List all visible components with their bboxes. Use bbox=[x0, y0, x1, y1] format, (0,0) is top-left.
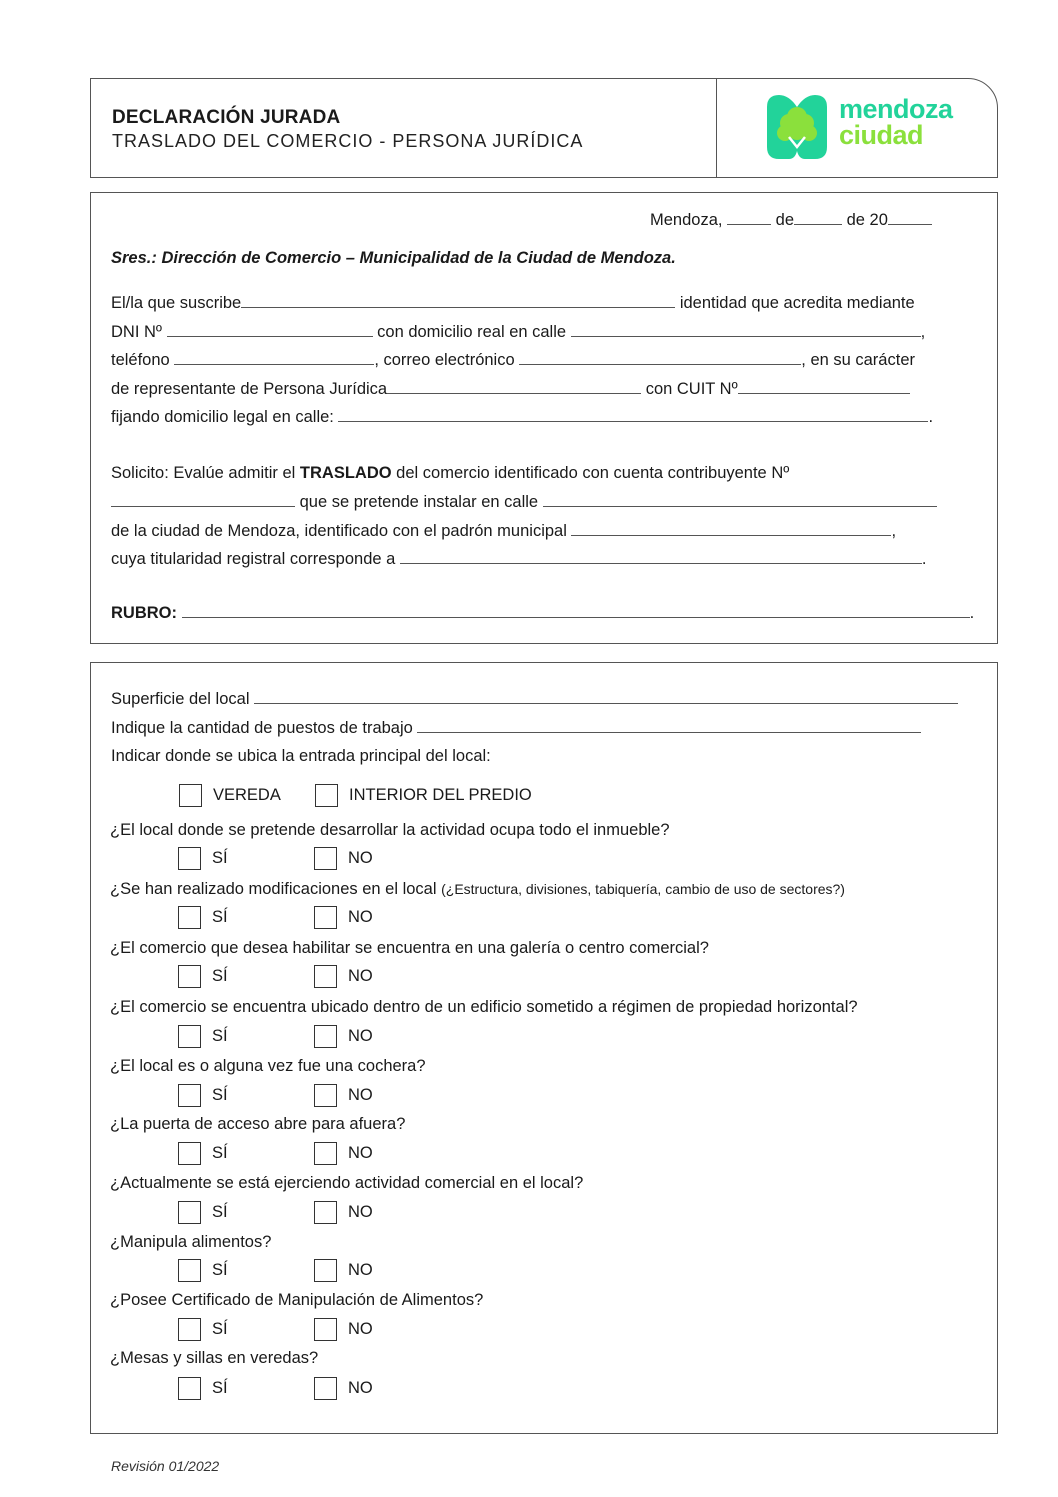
document-title: DECLARACIÓN JURADA bbox=[112, 107, 341, 128]
request-line-1: Solicito: Evalúe admitir el TRASLADO del comercio identificado con cuenta contribuyente Nº bbox=[111, 464, 790, 482]
workstations-field[interactable] bbox=[417, 717, 921, 733]
surface-line: Superficie del local bbox=[111, 688, 958, 709]
no-checkbox[interactable] bbox=[314, 1025, 337, 1048]
dni-field[interactable] bbox=[167, 321, 373, 337]
vereda-checkbox[interactable] bbox=[179, 784, 202, 807]
form-line-5: fijando domicilio legal en calle: . bbox=[111, 408, 934, 426]
form-line-3: teléfono , correo electrónico , en su carácter bbox=[111, 351, 915, 369]
question-2: ¿Se han realizado modificaciones en el local (¿Estructura, divisiones, tabiquería, cambio de uso de sectores?) bbox=[110, 880, 845, 898]
phone-field[interactable] bbox=[174, 349, 374, 365]
yes-checkbox[interactable] bbox=[178, 1318, 201, 1341]
taxpayer-account-field[interactable] bbox=[111, 491, 295, 507]
municipal-registry-field[interactable] bbox=[571, 520, 891, 536]
request-line-3: de la ciudad de Mendoza, identificado con el padrón municipal , bbox=[111, 522, 897, 540]
no-checkbox[interactable] bbox=[314, 1201, 337, 1224]
yes-checkbox[interactable] bbox=[178, 1025, 201, 1048]
yes-checkbox[interactable] bbox=[178, 1142, 201, 1165]
legal-address-field[interactable] bbox=[338, 406, 928, 422]
legal-entity-field[interactable] bbox=[387, 378, 641, 394]
yes-checkbox[interactable] bbox=[178, 906, 201, 929]
request-line-2: que se pretende instalar en calle bbox=[111, 491, 937, 512]
workstations-line: Indique la cantidad de puestos de trabajo bbox=[111, 717, 921, 738]
name-field[interactable] bbox=[241, 292, 675, 308]
yes-checkbox[interactable] bbox=[178, 847, 201, 870]
no-checkbox[interactable] bbox=[314, 847, 337, 870]
addressee: Sres.: Dirección de Comercio – Municipalidad de la Ciudad de Mendoza. bbox=[111, 249, 676, 267]
cuit-field[interactable] bbox=[738, 378, 910, 394]
mendoza-ciudad-logo bbox=[763, 93, 973, 163]
real-address-field[interactable] bbox=[571, 321, 921, 337]
question-1: ¿El local donde se pretende desarrollar la actividad ocupa todo el inmueble? bbox=[110, 821, 670, 839]
month-field[interactable] bbox=[794, 209, 842, 225]
yes-checkbox[interactable] bbox=[178, 965, 201, 988]
entrance-question: Indicar donde se ubica la entrada principal del local: bbox=[111, 747, 491, 765]
year-field[interactable] bbox=[888, 209, 932, 225]
no-checkbox[interactable] bbox=[314, 1084, 337, 1107]
logo-text-ciudad: ciudad bbox=[839, 120, 924, 150]
form-line-1: El/la que suscribe identidad que acredita mediante bbox=[111, 294, 915, 312]
no-checkbox[interactable] bbox=[314, 906, 337, 929]
yes-checkbox[interactable] bbox=[178, 1259, 201, 1282]
no-checkbox[interactable] bbox=[314, 1318, 337, 1341]
new-address-field[interactable] bbox=[543, 491, 937, 507]
question-6: ¿La puerta de acceso abre para afuera? bbox=[110, 1115, 406, 1133]
rubro-line: RUBRO: . bbox=[111, 604, 975, 622]
no-checkbox[interactable] bbox=[314, 965, 337, 988]
yes-checkbox[interactable] bbox=[178, 1084, 201, 1107]
document-header bbox=[90, 78, 998, 178]
request-line-4: cuya titularidad registral corresponde a . bbox=[111, 550, 927, 568]
tree-m-logo-icon bbox=[763, 93, 831, 161]
form-line-4: de representante de Persona Jurídica con CUIT Nº bbox=[111, 378, 910, 399]
question-10: ¿Mesas y sillas en veredas? bbox=[110, 1349, 319, 1367]
question-8: ¿Manipula alimentos? bbox=[110, 1233, 272, 1251]
date-line: Mendoza, de de 20 bbox=[650, 209, 932, 230]
question-9: ¿Posee Certificado de Manipulación de Alimentos? bbox=[110, 1291, 484, 1309]
no-checkbox[interactable] bbox=[314, 1259, 337, 1282]
yes-checkbox[interactable] bbox=[178, 1377, 201, 1400]
registered-owner-field[interactable] bbox=[400, 548, 922, 564]
question-3: ¿El comercio que desea habilitar se encuentra en una galería o centro comercial? bbox=[110, 939, 709, 957]
email-field[interactable] bbox=[519, 349, 801, 365]
no-checkbox[interactable] bbox=[314, 1142, 337, 1165]
interior-checkbox[interactable] bbox=[315, 784, 338, 807]
rubro-field[interactable] bbox=[182, 602, 970, 618]
header-divider bbox=[716, 79, 717, 177]
question-5: ¿El local es o alguna vez fue una cochera? bbox=[110, 1057, 426, 1075]
no-checkbox[interactable] bbox=[314, 1377, 337, 1400]
logo-text-mendoza: mendoza bbox=[839, 94, 953, 124]
revision-label: Revisión 01/2022 bbox=[111, 1458, 220, 1474]
applicant-section bbox=[90, 192, 998, 644]
form-line-2: DNI Nº con domicilio real en calle , bbox=[111, 323, 926, 341]
premises-section: Superficie del local Indique la cantidad de puestos de trabajo Indicar donde se ubica la entrada principal del local: VEREDA INTERIOR DEL PREDIO bbox=[90, 662, 998, 1434]
question-4: ¿El comercio se encuentra ubicado dentro de un edificio sometido a régimen de propiedad horizontal? bbox=[110, 998, 858, 1016]
surface-field[interactable] bbox=[254, 688, 958, 704]
question-7: ¿Actualmente se está ejerciendo actividad comercial en el local? bbox=[110, 1174, 584, 1192]
document-subtitle: TRASLADO DEL COMERCIO - PERSONA JURÍDICA bbox=[112, 131, 584, 151]
day-field[interactable] bbox=[727, 209, 771, 225]
yes-checkbox[interactable] bbox=[178, 1201, 201, 1224]
